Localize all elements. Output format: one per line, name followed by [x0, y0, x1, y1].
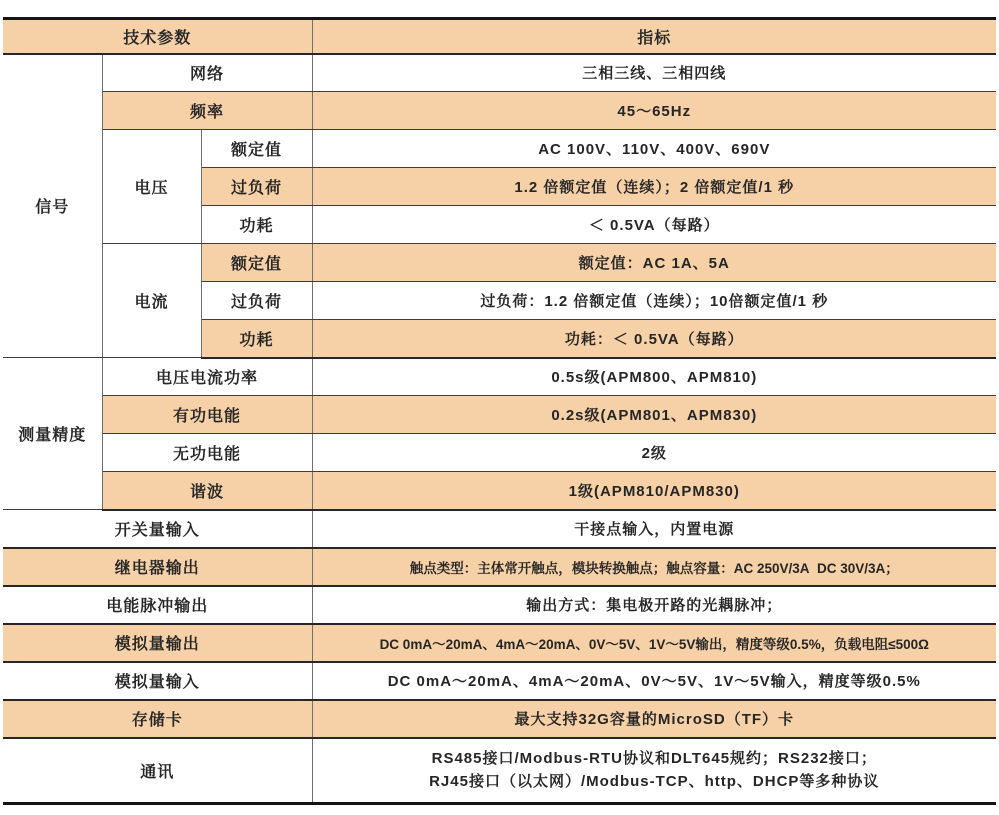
voltage-overload-value-cell: 1.2 倍额定值（连续）；2 倍额定值/1 秒 — [312, 168, 996, 206]
frequency-row — [3, 92, 996, 130]
analog-output-row — [3, 624, 996, 662]
current-rated-label-cell: 额定值 — [201, 244, 312, 282]
current-consumption-value-cell: 功耗：＜ 0.5VA（每路） — [312, 320, 996, 358]
analog-output-value-cell: DC 0mA～20mA、4mA～20mA、0V～5V、1V～5V输出，精度等级0.5%，负载电阻≤500Ω — [312, 624, 996, 662]
relay-output-value-cell: 触点类型：主体常开触点，模块转换触点；触点容量：AC 250V/3A DC 30V/3A； — [312, 548, 996, 586]
signal-group-label-cell: 信号 — [3, 54, 102, 358]
network-row — [3, 54, 996, 92]
relay-output-label-cell: 继电器输出 — [3, 548, 312, 586]
network-value-cell: 三相三线、三相四线 — [312, 54, 996, 92]
digital-input-label-cell: 开关量输入 — [3, 510, 312, 548]
header-params-cell: 技术参数 — [3, 19, 312, 54]
current-group-label-cell: 电流 — [102, 244, 201, 358]
accuracy-vip-value-cell: 0.5s级(APM800、APM810) — [312, 358, 996, 396]
current-overload-value-cell: 过负荷：1.2 倍额定值（连续）；10倍额定值/1 秒 — [312, 282, 996, 320]
analog-output-label-cell: 模拟量输出 — [3, 624, 312, 662]
pulse-output-value-cell: 输出方式：集电极开路的光耦脉冲； — [312, 586, 996, 624]
pulse-output-label-cell: 电能脉冲输出 — [3, 586, 312, 624]
accuracy-reactive-value-cell: 2级 — [312, 434, 996, 472]
communication-value-cell — [312, 738, 996, 804]
current-rated-row — [3, 244, 996, 282]
communication-label-cell: 通讯 — [3, 738, 312, 804]
digital-input-value-cell: 干接点输入，内置电源 — [312, 510, 996, 548]
relay-output-row — [3, 548, 996, 586]
header-row — [3, 19, 996, 54]
sdcard-row — [3, 700, 996, 738]
voltage-consumption-value-cell: ＜ 0.5VA（每路） — [312, 206, 996, 244]
accuracy-harmonic-row — [3, 472, 996, 510]
spec-table — [3, 17, 996, 805]
accuracy-vip-label-cell: 电压电流功率 — [102, 358, 312, 396]
accuracy-vip-row — [3, 358, 996, 396]
current-overload-label-cell: 过负荷 — [201, 282, 312, 320]
analog-input-label-cell: 模拟量输入 — [3, 662, 312, 700]
voltage-rated-value-cell: AC 100V、110V、400V、690V — [312, 130, 996, 168]
voltage-consumption-label-cell: 功耗 — [201, 206, 312, 244]
frequency-label-cell: 频率 — [102, 92, 312, 130]
analog-input-row — [3, 662, 996, 700]
accuracy-harmonic-value-cell: 1级(APM810/APM830) — [312, 472, 996, 510]
sdcard-value-cell: 最大支持32G容量的MicroSD（TF）卡 — [312, 700, 996, 738]
communication-row — [3, 738, 996, 804]
accuracy-reactive-label-cell: 无功电能 — [102, 434, 312, 472]
communication-value-line2: RJ45接口（以太网）/Modbus-TCP、http、DHCP等多种协议 — [429, 773, 880, 791]
sdcard-label-cell: 存储卡 — [3, 700, 312, 738]
current-consumption-label-cell: 功耗 — [201, 320, 312, 358]
analog-input-value-cell: DC 0mA～20mA、4mA～20mA、0V～5V、1V～5V输入，精度等级0.5% — [312, 662, 996, 700]
voltage-rated-row — [3, 130, 996, 168]
pulse-output-row — [3, 586, 996, 624]
accuracy-active-value-cell: 0.2s级(APM801、APM830) — [312, 396, 996, 434]
voltage-overload-label-cell: 过负荷 — [201, 168, 312, 206]
accuracy-active-row — [3, 396, 996, 434]
accuracy-harmonic-label-cell: 谐波 — [102, 472, 312, 510]
digital-input-row — [3, 510, 996, 548]
accuracy-active-label-cell: 有功电能 — [102, 396, 312, 434]
accuracy-group-label-cell: 测量精度 — [3, 358, 102, 510]
voltage-group-label-cell: 电压 — [102, 130, 201, 244]
voltage-rated-label-cell: 额定值 — [201, 130, 312, 168]
accuracy-reactive-row — [3, 434, 996, 472]
frequency-value-cell: 45～65Hz — [312, 92, 996, 130]
header-indicator-cell: 指标 — [312, 19, 996, 54]
current-rated-value-cell: 额定值：AC 1A、5A — [312, 244, 996, 282]
communication-value-line1: RS485接口/Modbus-RTU协议和DLT645规约；RS232接口； — [431, 750, 877, 767]
network-label-cell: 网络 — [102, 54, 312, 92]
